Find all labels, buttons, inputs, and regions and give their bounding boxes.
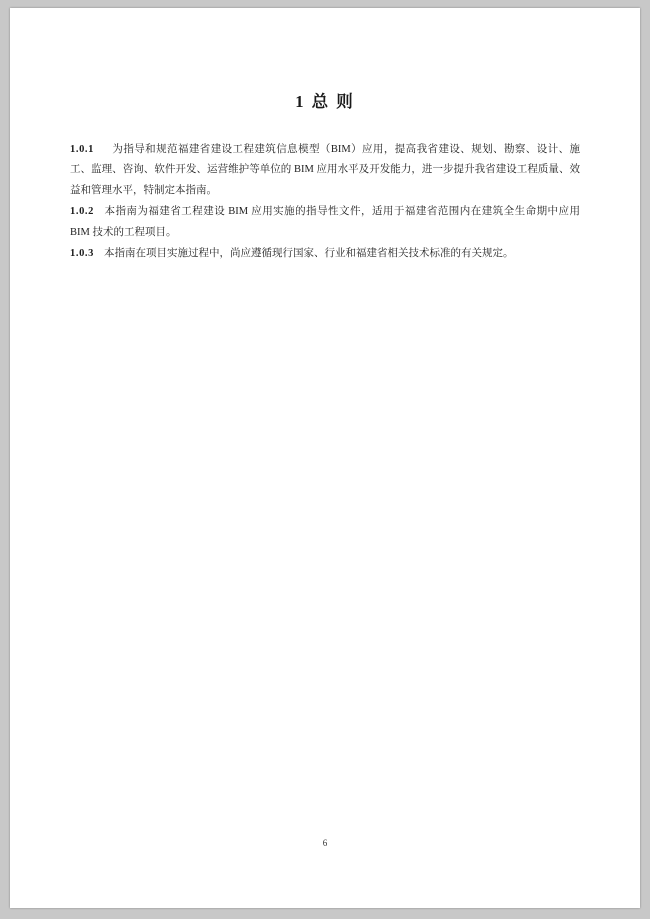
- body-text: [70, 140, 580, 265]
- page-number: 6: [322, 838, 328, 848]
- paragraph-1-text: 为指导和规范福建省建设工程建筑信息模型（BIM）应用，提高我省建设、规划、勘察、设计、施工、监理、咨询、软件开发、运营维护等单位的 BIM 应用水平及开发能力，进一步提升我省建设工程质量、效益和管理水平，特制定本指南。: [70, 144, 580, 196]
- paragraph-2: [70, 202, 580, 243]
- paragraph-3: [70, 244, 580, 264]
- paragraph-2-text: 本指南为福建省工程建设 BIM 应用实施的指导性文件，适用于福建省范围内在建筑全生命期中应用 BIM 技术的工程项目。: [70, 206, 580, 238]
- paragraph-2-number: 1.0.2: [70, 206, 94, 218]
- page-title: 1 总 则: [295, 92, 355, 111]
- paragraph-3-number: 1.0.3: [70, 248, 94, 260]
- paragraph-1-number: 1.0.1: [70, 144, 94, 155]
- paragraph-3-text: 本指南在项目实施过程中，尚应遵循现行国家、行业和福建省相关技术标准的有关规定。: [104, 248, 514, 260]
- document-page: [10, 8, 640, 908]
- page-content: [70, 8, 580, 908]
- paragraph-1: [70, 140, 580, 201]
